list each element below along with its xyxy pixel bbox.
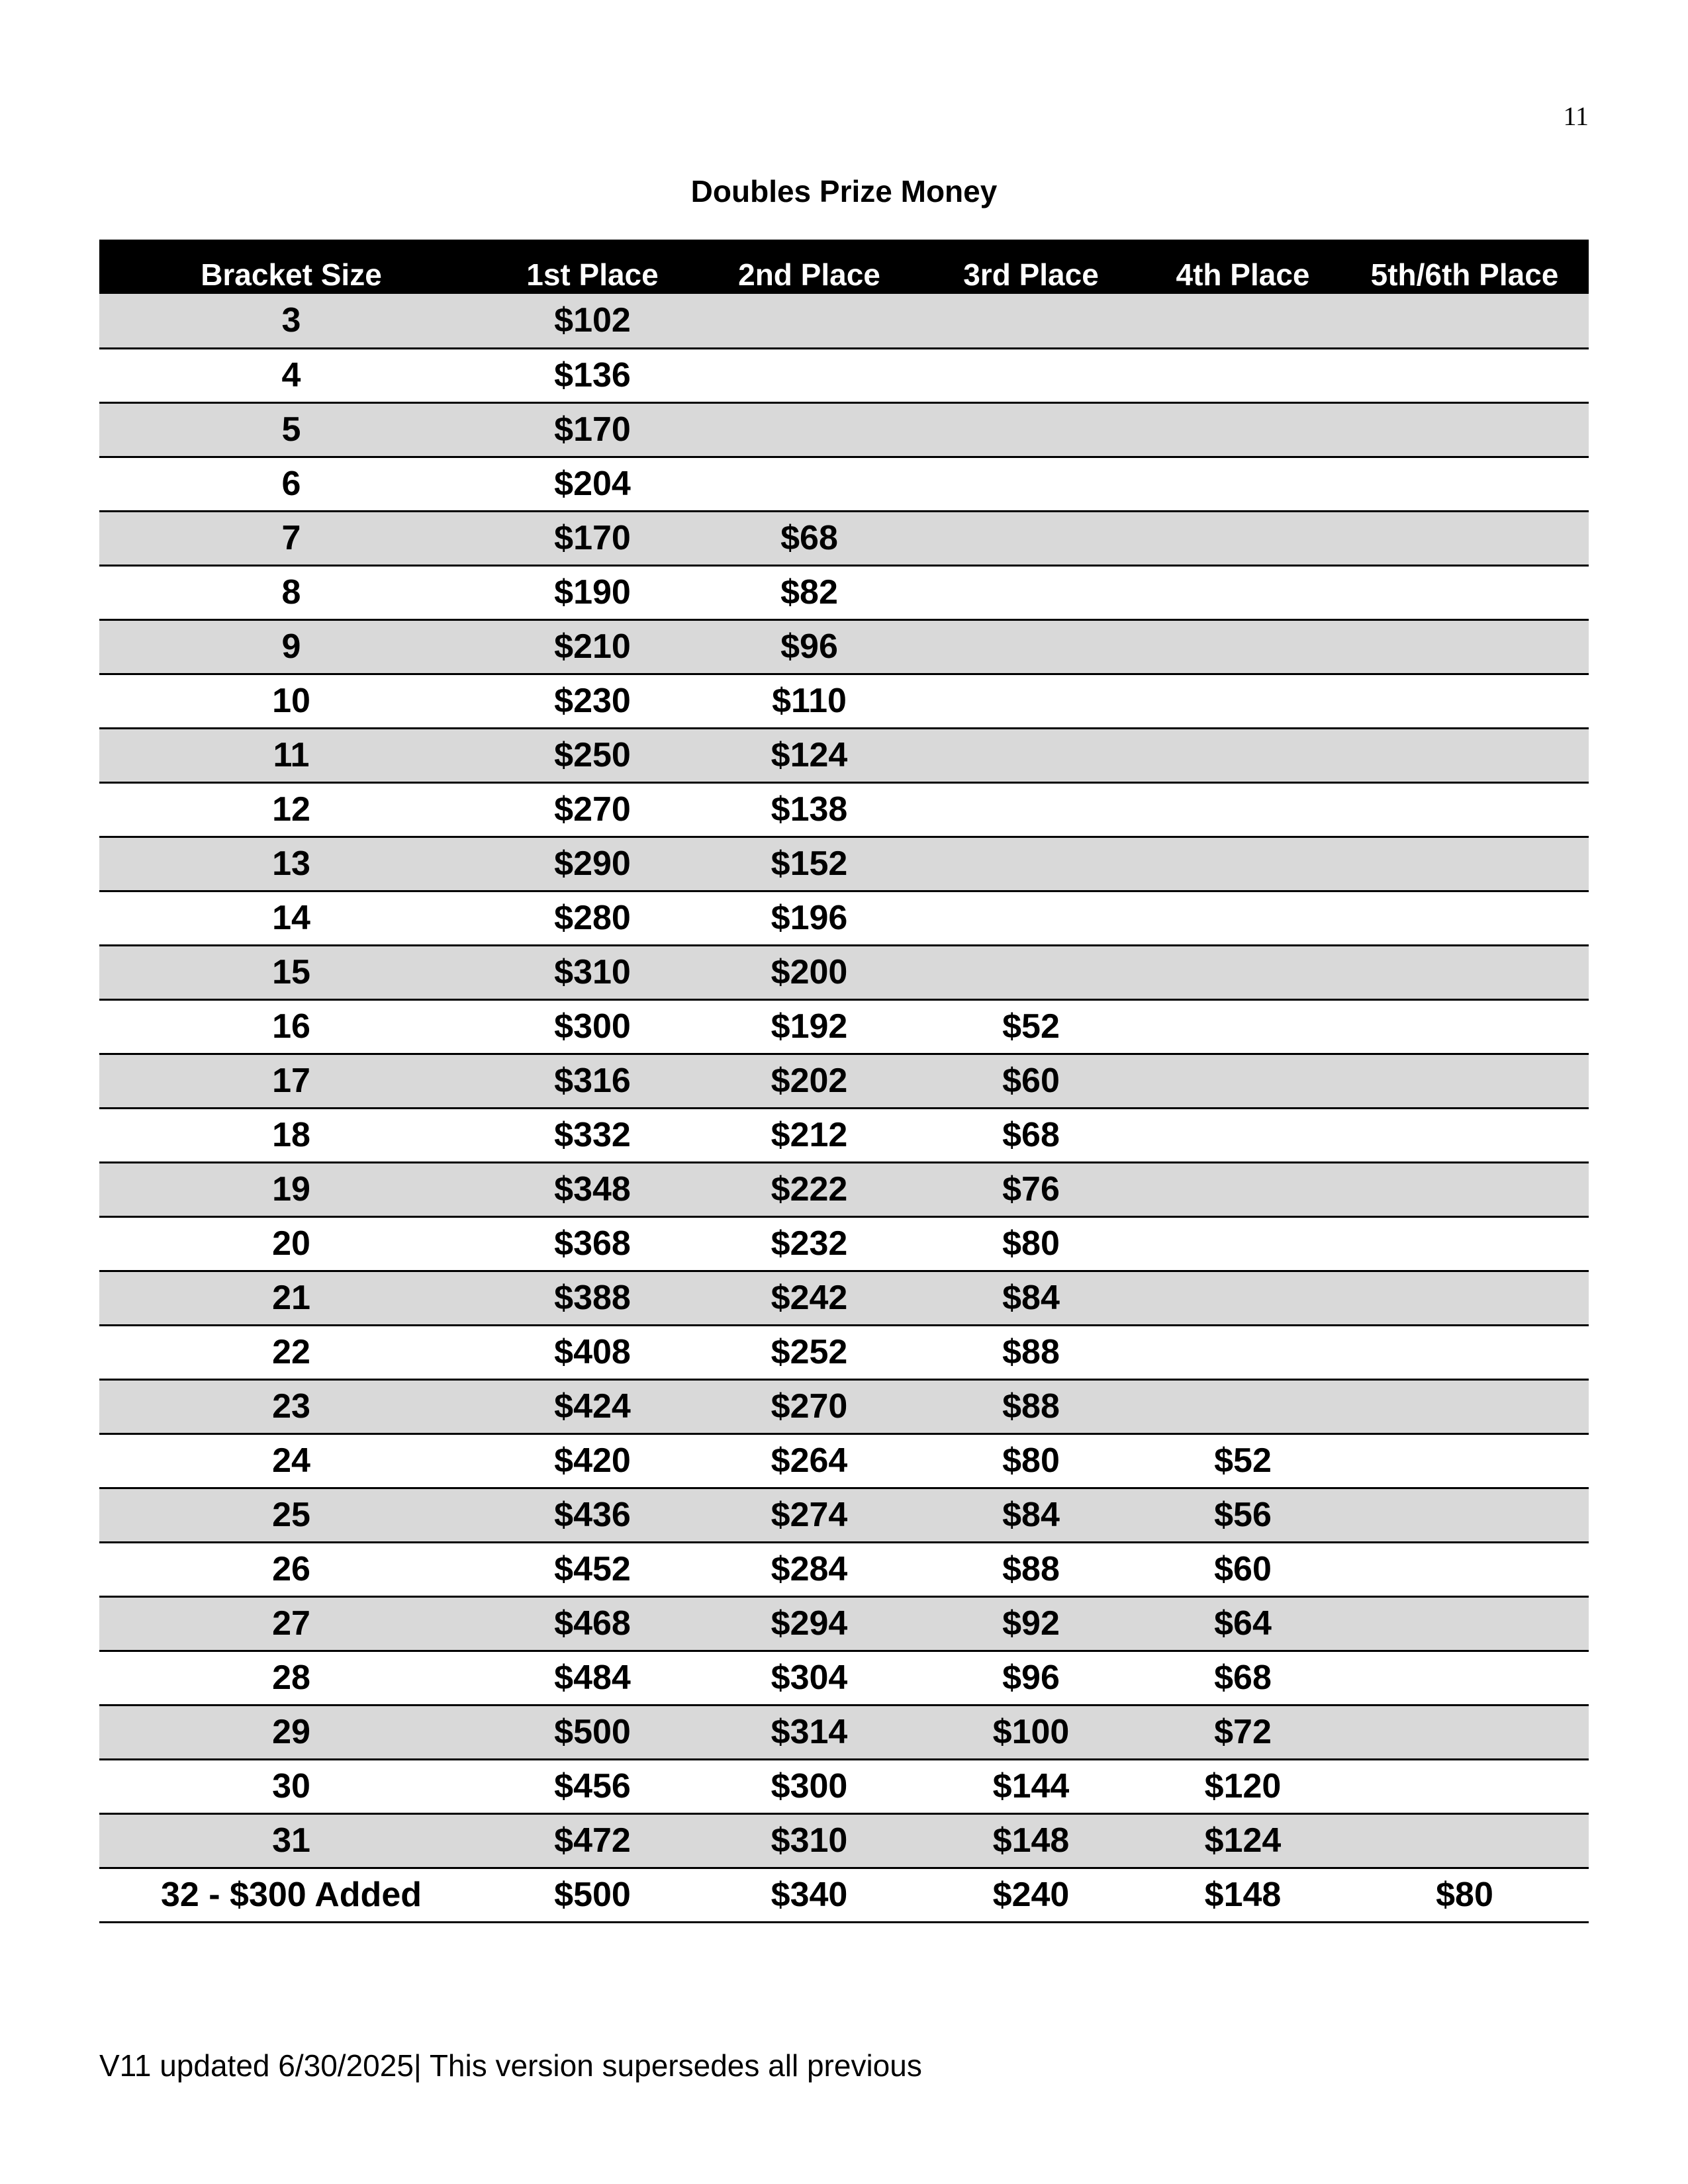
fourth-place-cell <box>1145 1379 1340 1433</box>
fifth-sixth-place-cell <box>1340 565 1589 619</box>
second-place-cell: $274 <box>702 1488 917 1542</box>
fourth-place-cell <box>1145 565 1340 619</box>
fourth-place-cell <box>1145 457 1340 511</box>
fourth-place-cell: $64 <box>1145 1596 1340 1651</box>
fourth-place-cell <box>1145 1108 1340 1162</box>
first-place-cell: $452 <box>483 1542 702 1596</box>
fifth-sixth-place-cell <box>1340 999 1589 1054</box>
header-4th-place: 4th Place <box>1176 257 1310 292</box>
third-place-cell: $68 <box>917 1108 1145 1162</box>
first-place-cell: $270 <box>483 782 702 837</box>
second-place-cell: $284 <box>702 1542 917 1596</box>
second-place-cell: $252 <box>702 1325 917 1379</box>
fourth-place-cell <box>1145 728 1340 782</box>
header-1st-place: 1st Place <box>526 257 659 292</box>
third-place-cell: $88 <box>917 1325 1145 1379</box>
first-place-cell: $420 <box>483 1433 702 1488</box>
table-row <box>99 837 1589 891</box>
fourth-place-cell <box>1145 1162 1340 1216</box>
fourth-place-cell <box>1145 999 1340 1054</box>
bracket-size-cell: 25 <box>99 1488 483 1542</box>
table-row <box>99 1162 1589 1216</box>
first-place-cell: $500 <box>483 1868 702 1922</box>
fourth-place-cell: $52 <box>1145 1433 1340 1488</box>
fourth-place-cell <box>1145 782 1340 837</box>
bracket-size-cell: 24 <box>99 1433 483 1488</box>
third-place-cell <box>917 511 1145 565</box>
fifth-sixth-place-cell <box>1340 674 1589 728</box>
bracket-size-cell: 32 - $300 Added <box>99 1868 483 1922</box>
second-place-cell: $242 <box>702 1271 917 1325</box>
table-row <box>99 1216 1589 1271</box>
bracket-size-cell: 6 <box>99 457 483 511</box>
second-place-cell: $222 <box>702 1162 917 1216</box>
first-place-cell: $310 <box>483 945 702 999</box>
fourth-place-cell <box>1145 348 1340 402</box>
bracket-size-cell: 8 <box>99 565 483 619</box>
table-row <box>99 1325 1589 1379</box>
fifth-sixth-place-cell <box>1340 1054 1589 1108</box>
table-row <box>99 945 1589 999</box>
fifth-sixth-place-cell <box>1340 1433 1589 1488</box>
fourth-place-cell <box>1145 837 1340 891</box>
header-2nd-place: 2nd Place <box>738 257 880 292</box>
page-title: Doubles Prize Money <box>690 174 998 208</box>
second-place-cell: $294 <box>702 1596 917 1651</box>
table-row <box>99 1054 1589 1108</box>
second-place-cell: $314 <box>702 1705 917 1759</box>
fifth-sixth-place-cell <box>1340 782 1589 837</box>
header-bracket-size: Bracket Size <box>201 257 382 292</box>
fifth-sixth-place-cell: $80 <box>1340 1868 1589 1922</box>
second-place-cell: $310 <box>702 1813 917 1868</box>
table-row <box>99 457 1589 511</box>
table-row <box>99 619 1589 674</box>
second-place-cell: $264 <box>702 1433 917 1488</box>
fourth-place-cell <box>1145 1054 1340 1108</box>
third-place-cell <box>917 402 1145 457</box>
second-place-cell <box>702 348 917 402</box>
fourth-place-cell <box>1145 1325 1340 1379</box>
fifth-sixth-place-cell <box>1340 728 1589 782</box>
second-place-cell: $200 <box>702 945 917 999</box>
bracket-size-cell: 9 <box>99 619 483 674</box>
third-place-cell <box>917 837 1145 891</box>
fifth-sixth-place-cell <box>1340 348 1589 402</box>
third-place-cell <box>917 565 1145 619</box>
bracket-size-cell: 26 <box>99 1542 483 1596</box>
third-place-cell: $240 <box>917 1868 1145 1922</box>
table-row <box>99 511 1589 565</box>
table-body <box>99 294 1589 1922</box>
second-place-cell: $152 <box>702 837 917 891</box>
fifth-sixth-place-cell <box>1340 945 1589 999</box>
table-row <box>99 999 1589 1054</box>
bracket-size-cell: 30 <box>99 1759 483 1813</box>
fourth-place-cell: $72 <box>1145 1705 1340 1759</box>
second-place-cell <box>702 402 917 457</box>
bracket-size-cell: 28 <box>99 1651 483 1705</box>
fifth-sixth-place-cell <box>1340 1596 1589 1651</box>
table-row <box>99 1488 1589 1542</box>
fifth-sixth-place-cell <box>1340 511 1589 565</box>
bracket-size-cell: 15 <box>99 945 483 999</box>
fifth-sixth-place-cell <box>1340 1705 1589 1759</box>
fifth-sixth-place-cell <box>1340 1542 1589 1596</box>
header-5th-6th-place: 5th/6th Place <box>1370 257 1559 292</box>
table-row <box>99 1759 1589 1813</box>
second-place-cell: $340 <box>702 1868 917 1922</box>
table-row <box>99 1596 1589 1651</box>
fourth-place-cell: $124 <box>1145 1813 1340 1868</box>
second-place-cell: $96 <box>702 619 917 674</box>
fourth-place-cell <box>1145 619 1340 674</box>
fourth-place-cell <box>1145 511 1340 565</box>
fifth-sixth-place-cell <box>1340 1488 1589 1542</box>
bracket-size-cell: 31 <box>99 1813 483 1868</box>
table-row <box>99 674 1589 728</box>
second-place-cell <box>702 294 917 348</box>
second-place-cell: $82 <box>702 565 917 619</box>
bracket-size-cell: 3 <box>99 294 483 348</box>
fifth-sixth-place-cell <box>1340 1325 1589 1379</box>
table-row <box>99 565 1589 619</box>
bracket-size-cell: 14 <box>99 891 483 945</box>
first-place-cell: $204 <box>483 457 702 511</box>
first-place-cell: $250 <box>483 728 702 782</box>
fifth-sixth-place-cell <box>1340 402 1589 457</box>
bracket-size-cell: 19 <box>99 1162 483 1216</box>
third-place-cell: $84 <box>917 1271 1145 1325</box>
table-row <box>99 1379 1589 1433</box>
bracket-size-cell: 13 <box>99 837 483 891</box>
first-place-cell: $424 <box>483 1379 702 1433</box>
first-place-cell: $190 <box>483 565 702 619</box>
fourth-place-cell: $68 <box>1145 1651 1340 1705</box>
first-place-cell: $290 <box>483 837 702 891</box>
fifth-sixth-place-cell <box>1340 457 1589 511</box>
first-place-cell: $368 <box>483 1216 702 1271</box>
second-place-cell: $110 <box>702 674 917 728</box>
bracket-size-cell: 29 <box>99 1705 483 1759</box>
fifth-sixth-place-cell <box>1340 1813 1589 1868</box>
bracket-size-cell: 23 <box>99 1379 483 1433</box>
first-place-cell: $408 <box>483 1325 702 1379</box>
bracket-size-cell: 11 <box>99 728 483 782</box>
table-row <box>99 1433 1589 1488</box>
fifth-sixth-place-cell <box>1340 1216 1589 1271</box>
third-place-cell <box>917 348 1145 402</box>
second-place-cell: $124 <box>702 728 917 782</box>
third-place-cell: $52 <box>917 999 1145 1054</box>
table-row <box>99 1868 1589 1922</box>
second-place-cell <box>702 457 917 511</box>
third-place-cell <box>917 945 1145 999</box>
page-number: 11 <box>1563 101 1589 131</box>
first-place-cell: $280 <box>483 891 702 945</box>
fourth-place-cell <box>1145 402 1340 457</box>
bracket-size-cell: 18 <box>99 1108 483 1162</box>
bracket-size-cell: 20 <box>99 1216 483 1271</box>
fifth-sixth-place-cell <box>1340 891 1589 945</box>
fifth-sixth-place-cell <box>1340 1162 1589 1216</box>
bracket-size-cell: 17 <box>99 1054 483 1108</box>
bracket-size-cell: 4 <box>99 348 483 402</box>
third-place-cell: $148 <box>917 1813 1145 1868</box>
table-row <box>99 402 1589 457</box>
bracket-size-cell: 16 <box>99 999 483 1054</box>
fifth-sixth-place-cell <box>1340 1759 1589 1813</box>
third-place-cell <box>917 728 1145 782</box>
fifth-sixth-place-cell <box>1340 1108 1589 1162</box>
fourth-place-cell: $120 <box>1145 1759 1340 1813</box>
table-header-row <box>99 240 1589 294</box>
third-place-cell <box>917 294 1145 348</box>
third-place-cell <box>917 457 1145 511</box>
second-place-cell: $196 <box>702 891 917 945</box>
first-place-cell: $436 <box>483 1488 702 1542</box>
third-place-cell: $88 <box>917 1542 1145 1596</box>
bracket-size-cell: 22 <box>99 1325 483 1379</box>
fourth-place-cell <box>1145 294 1340 348</box>
third-place-cell: $100 <box>917 1705 1145 1759</box>
fourth-place-cell <box>1145 945 1340 999</box>
third-place-cell <box>917 891 1145 945</box>
fifth-sixth-place-cell <box>1340 619 1589 674</box>
second-place-cell: $270 <box>702 1379 917 1433</box>
third-place-cell: $76 <box>917 1162 1145 1216</box>
first-place-cell: $484 <box>483 1651 702 1705</box>
first-place-cell: $102 <box>483 294 702 348</box>
fifth-sixth-place-cell <box>1340 1651 1589 1705</box>
table-row <box>99 294 1589 348</box>
fourth-place-cell: $56 <box>1145 1488 1340 1542</box>
table-row <box>99 1271 1589 1325</box>
first-place-cell: $456 <box>483 1759 702 1813</box>
bracket-size-cell: 21 <box>99 1271 483 1325</box>
table-row <box>99 891 1589 945</box>
second-place-cell: $232 <box>702 1216 917 1271</box>
first-place-cell: $170 <box>483 511 702 565</box>
third-place-cell: $88 <box>917 1379 1145 1433</box>
fourth-place-cell: $60 <box>1145 1542 1340 1596</box>
second-place-cell: $192 <box>702 999 917 1054</box>
fourth-place-cell: $148 <box>1145 1868 1340 1922</box>
bracket-size-cell: 27 <box>99 1596 483 1651</box>
third-place-cell: $60 <box>917 1054 1145 1108</box>
second-place-cell: $300 <box>702 1759 917 1813</box>
third-place-cell: $80 <box>917 1433 1145 1488</box>
third-place-cell <box>917 619 1145 674</box>
fifth-sixth-place-cell <box>1340 1271 1589 1325</box>
first-place-cell: $472 <box>483 1813 702 1868</box>
header-3rd-place: 3rd Place <box>963 257 1099 292</box>
table-row <box>99 1542 1589 1596</box>
first-place-cell: $230 <box>483 674 702 728</box>
first-place-cell: $210 <box>483 619 702 674</box>
bracket-size-cell: 5 <box>99 402 483 457</box>
bracket-size-cell: 12 <box>99 782 483 837</box>
second-place-cell: $138 <box>702 782 917 837</box>
fifth-sixth-place-cell <box>1340 837 1589 891</box>
version-footer: V11 updated 6/30/2025| This version supersedes all previous <box>99 2048 922 2083</box>
first-place-cell: $348 <box>483 1162 702 1216</box>
fifth-sixth-place-cell <box>1340 1379 1589 1433</box>
second-place-cell: $68 <box>702 511 917 565</box>
fourth-place-cell <box>1145 891 1340 945</box>
third-place-cell: $80 <box>917 1216 1145 1271</box>
second-place-cell: $202 <box>702 1054 917 1108</box>
second-place-cell: $212 <box>702 1108 917 1162</box>
table-row <box>99 1705 1589 1759</box>
first-place-cell: $136 <box>483 348 702 402</box>
fourth-place-cell <box>1145 1271 1340 1325</box>
first-place-cell: $468 <box>483 1596 702 1651</box>
table-row <box>99 348 1589 402</box>
bracket-size-cell: 10 <box>99 674 483 728</box>
third-place-cell <box>917 782 1145 837</box>
first-place-cell: $500 <box>483 1705 702 1759</box>
prize-money-table <box>99 240 1589 1923</box>
third-place-cell: $96 <box>917 1651 1145 1705</box>
third-place-cell: $144 <box>917 1759 1145 1813</box>
first-place-cell: $300 <box>483 999 702 1054</box>
third-place-cell: $84 <box>917 1488 1145 1542</box>
table-row <box>99 728 1589 782</box>
third-place-cell: $92 <box>917 1596 1145 1651</box>
fifth-sixth-place-cell <box>1340 294 1589 348</box>
first-place-cell: $332 <box>483 1108 702 1162</box>
fourth-place-cell <box>1145 1216 1340 1271</box>
table-row <box>99 782 1589 837</box>
table-row <box>99 1108 1589 1162</box>
first-place-cell: $170 <box>483 402 702 457</box>
bracket-size-cell: 7 <box>99 511 483 565</box>
fourth-place-cell <box>1145 674 1340 728</box>
third-place-cell <box>917 674 1145 728</box>
first-place-cell: $316 <box>483 1054 702 1108</box>
table-row <box>99 1813 1589 1868</box>
table-row <box>99 1651 1589 1705</box>
second-place-cell: $304 <box>702 1651 917 1705</box>
first-place-cell: $388 <box>483 1271 702 1325</box>
